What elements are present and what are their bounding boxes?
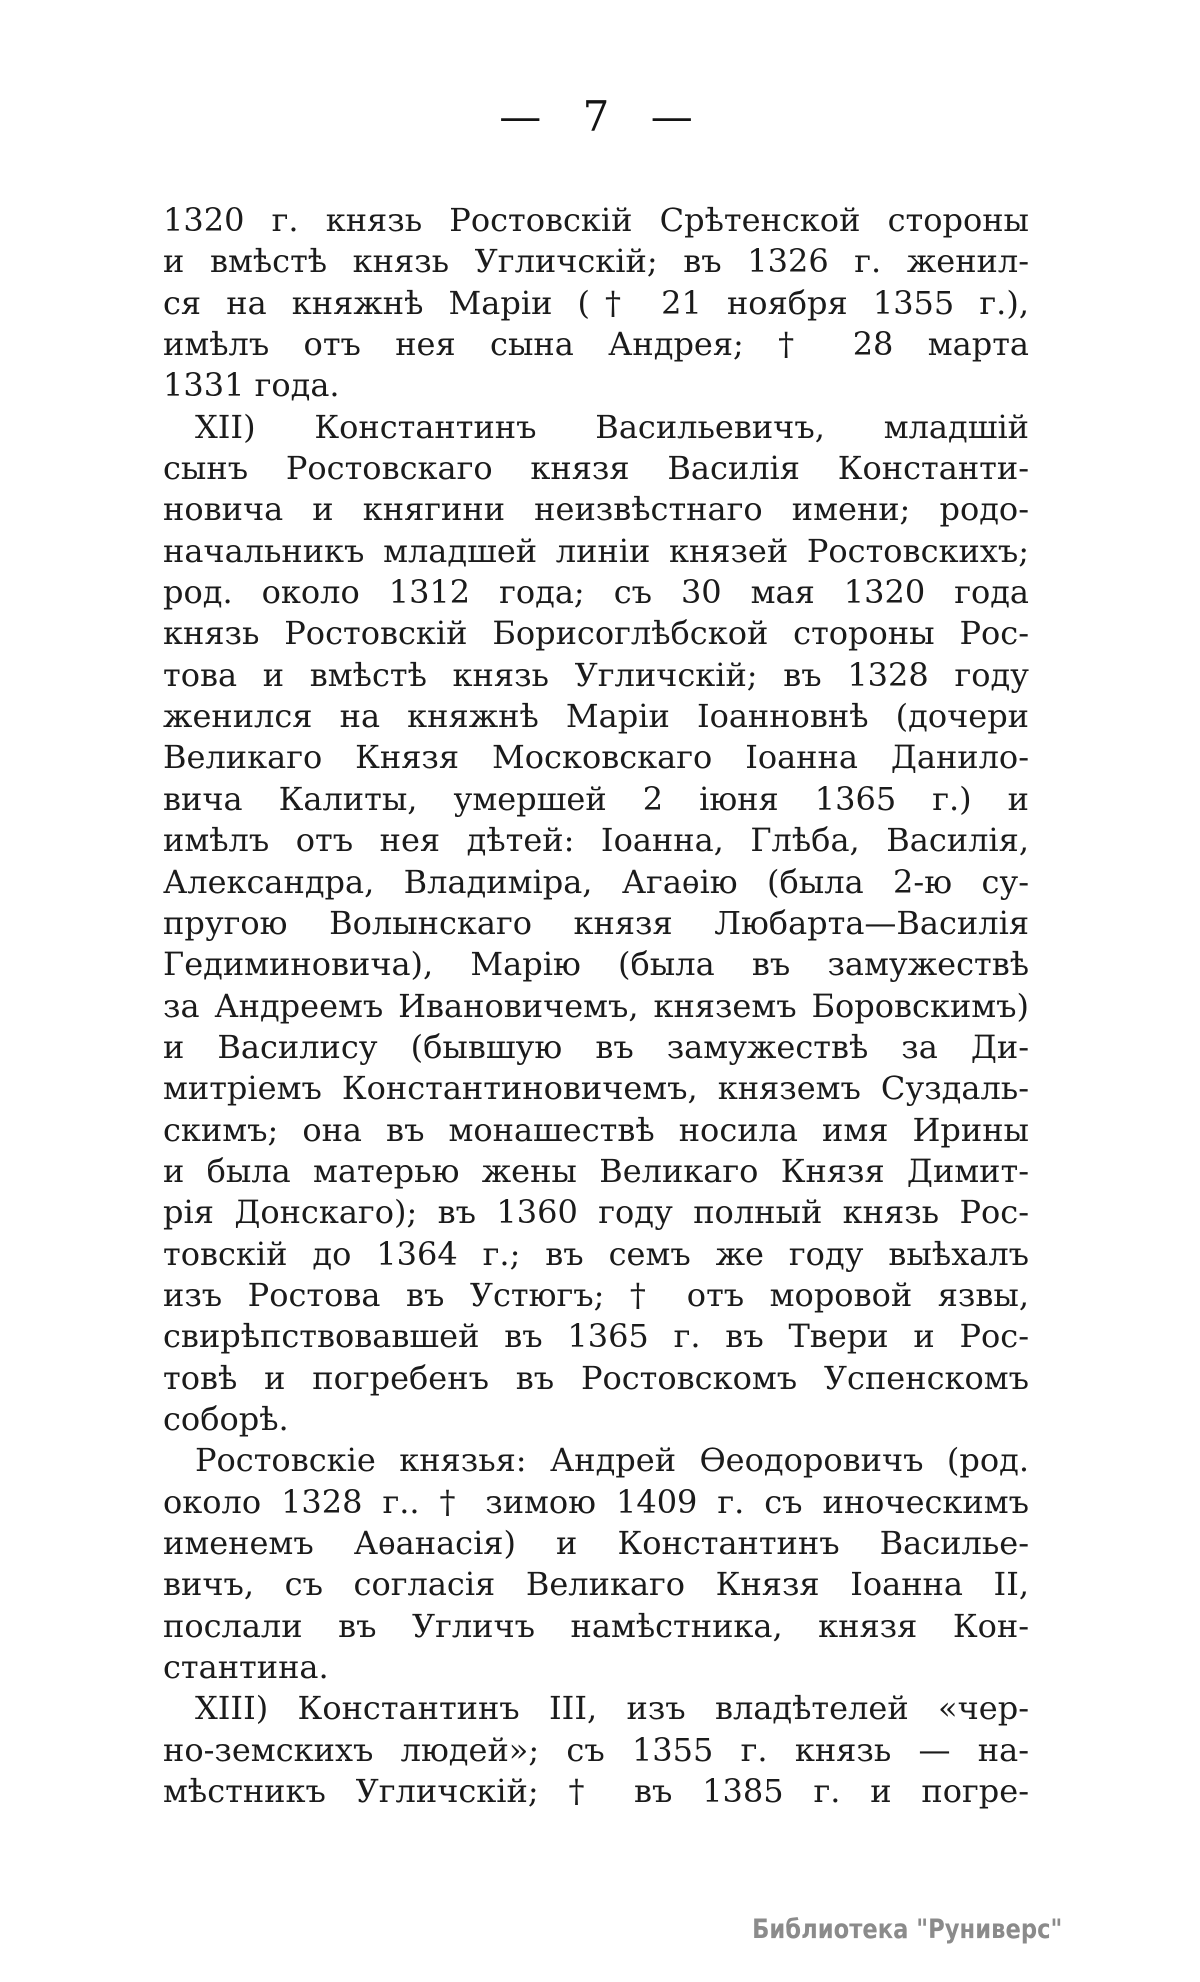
text-line: послали въ Угличъ намѣстника, князя Кон- [163,1606,1029,1645]
text-line: това и вмѣстѣ князь Угличскій; въ 1328 году [163,655,1029,694]
text-line: вича Калиты, умершей 2 іюня 1365 г.) и [163,779,1029,818]
text-line: Александра, Владиміра, Агаѳію (была 2-ю су- [163,862,1029,901]
text-line: XIII) Константинъ III, изъ владѣтелей «чер- [195,1689,1029,1728]
text-line: митріемъ Константиновичемъ, княземъ Суздаль- [163,1069,1029,1108]
body-text [163,200,1029,1812]
text-line: рія Донскаго); въ 1360 году полный князь Рос- [163,1193,1029,1232]
text-line: и вмѣстѣ князь Угличскій; въ 1326 г. женил- [163,242,1029,281]
text-line: и была матерью жены Великаго Князя Димит- [163,1151,1029,1190]
text-line: пругою Волынскаго князя Любарта—Василія [163,903,1029,942]
paragraph [163,200,1029,407]
text-line: товѣ и погребенъ въ Ростовскомъ Успенскомъ [163,1358,1029,1397]
text-line: 1331 года. [163,366,340,405]
text-line: новича и княгини неизвѣстнаго имени; родо- [163,490,1029,529]
text-line: сынъ Ростовскаго князя Василія Константи- [163,449,1029,488]
text-line: имѣлъ отъ нея дѣтей: Іоанна, Глѣба, Василія, [163,821,1029,860]
text-line: изъ Ростова въ Устюгъ; † отъ моровой язвы, [163,1275,1029,1314]
text-line: и Василису (бывшую въ замужествѣ за Ди- [163,1027,1029,1066]
text-line: товскій до 1364 г.; въ семъ же году выѣхалъ [163,1234,1029,1273]
text-line: скимъ; она въ монашествѣ носила имя Ирины [163,1110,1029,1149]
text-line: около 1328 г.. † зимою 1409 г. съ иноческимъ [163,1482,1029,1521]
text-line: Великаго Князя Московскаго Іоанна Данило- [163,738,1029,777]
text-line: ся на княжнѣ Маріи († 21 ноября 1355 г.), [163,283,1029,322]
text-line: стантина. [163,1648,329,1687]
watermark: Библиотека "Руниверс" [751,1914,1062,1945]
text-line: 1320 г. князь Ростовскій Срѣтенской стороны [163,201,1029,239]
paragraph [163,1688,1029,1812]
text-line: XII) Константинъ Васильевичъ, младшій [195,407,1029,446]
text-line: за Андреемъ Ивановичемъ, княземъ Боровскимъ) [163,986,1029,1025]
paragraph [163,1440,1029,1688]
page-number: — 7 — [499,92,693,141]
text-line: Гедиминовича), Марію (была въ замужествѣ [163,945,1029,984]
text-line: женился на княжнѣ Маріи Іоанновнѣ (дочери [163,697,1029,736]
text-line: князь Ростовскій Борисоглѣбской стороны Рос- [163,614,1029,653]
text-line: Ростовскіе князья: Андрей Ѳеодоровичъ (род. [195,1441,1029,1480]
text-line: вичъ, съ согласія Великаго Князя Іоанна II, [163,1565,1029,1604]
text-line: род. около 1312 года; съ 30 мая 1320 года [163,573,1029,612]
paragraph [163,407,1029,1441]
text-line: соборѣ. [163,1399,289,1438]
text-line: свирѣпствовавшей въ 1365 г. въ Твери и Рос- [163,1317,1029,1356]
text-line: начальникъ младшей линіи князей Ростовскихъ; [163,531,1029,570]
text-line: мѣстникъ Угличскій; † въ 1385 г. и погре- [163,1772,1029,1811]
text-line: но-земскихъ людей»; съ 1355 г. князь — на- [163,1730,1029,1769]
text-line: имѣлъ отъ нея сына Андрея; † 28 марта [163,325,1029,364]
text-line: именемъ Аѳанасія) и Константинъ Василье- [163,1524,1029,1562]
